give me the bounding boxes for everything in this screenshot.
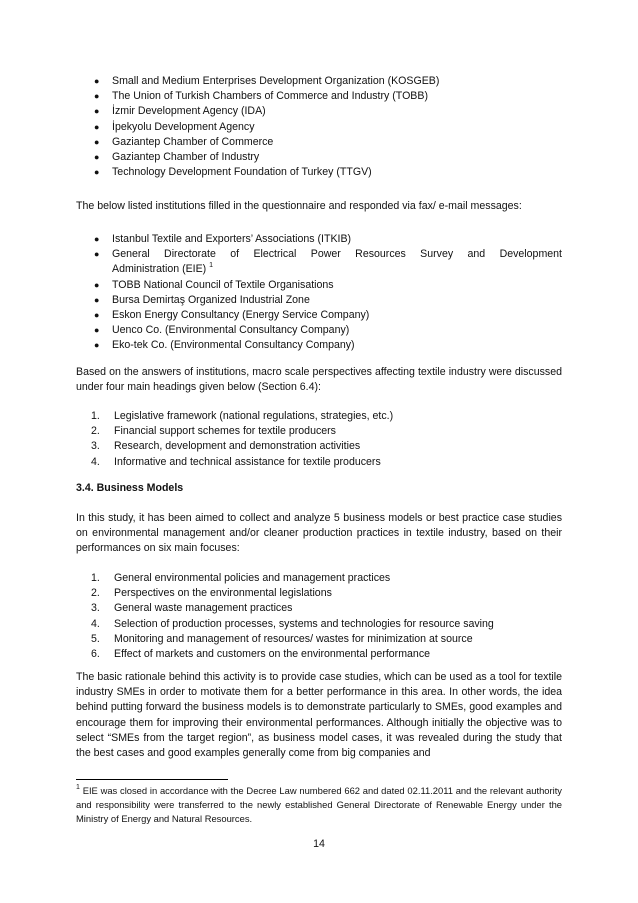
list-item: ● Gaziantep Chamber of Industry	[76, 150, 562, 165]
paragraph-institutions: The below listed institutions filled in the questionnaire and responded via fax/ e-mail messages:	[76, 200, 522, 212]
list-item: 4. Informative and technical assistance for textile producers	[91, 455, 381, 468]
bullet-icon: ●	[94, 106, 100, 117]
bullet-icon: ●	[94, 340, 100, 351]
bullet-icon: ●	[94, 249, 100, 260]
support-institutions-list	[76, 74, 562, 180]
paragraph-macro-perspectives: Based on the answers of institutions, macro scale perspectives affecting textile industry were discussed under four main headings given below (Section 6.4):	[76, 366, 562, 394]
footnote-marker: 1	[76, 784, 80, 791]
bullet-icon: ●	[94, 136, 100, 147]
list-item: ● Eskon Energy Consultancy (Energy Service Company)	[76, 308, 562, 323]
headings-list	[76, 409, 562, 470]
list-item: 1. Legislative framework (national regulations, strategies, etc.)	[91, 410, 394, 422]
list-item: 5. Monitoring and management of resources/ wastes for minimization at source	[91, 632, 473, 645]
list-item: ● Uenco Co. (Environmental Consultancy Company)	[76, 323, 562, 338]
list-item: 2. Financial support schemes for textile producers	[91, 425, 336, 438]
list-item: 1. General environmental policies and management practices	[91, 572, 391, 584]
bullet-icon: ●	[94, 91, 100, 102]
list-item: ● Small and Medium Enterprises Development Organization (KOSGEB)	[76, 74, 562, 89]
bullet-icon: ●	[94, 279, 100, 290]
list-item: ● Eko-tek Co. (Environmental Consultancy Company)	[76, 338, 562, 353]
list-item: ● The Union of Turkish Chambers of Commerce and Industry (TOBB)	[76, 89, 562, 104]
list-item: 3. Research, development and demonstration activities	[91, 440, 361, 453]
list-item: ● General Directorate of Electrical Power Resources Survey and Development Administration (EIE) $^1$	[94, 248, 562, 276]
list-item: 4. Selection of production processes, systems and technologies for resource saving	[91, 617, 494, 630]
list-item: ● Gaziantep Chamber of Commerce	[76, 135, 562, 150]
list-item: ● Istanbul Textile and Exporters’ Associations (ITKIB)	[76, 232, 562, 247]
footnote: $^1$ EIE was closed in accordance with the Decree Law numbered 662 and dated 02.11.2011 and the relevant authority and responsibility were transferred to the newly established General Directorate of Renewable Energy under the Ministry of Energy and Natural Resources.	[76, 784, 562, 824]
bullet-icon: ●	[94, 310, 100, 321]
footnote-ref[interactable]: 1	[209, 262, 214, 270]
paragraph-rationale: The basic rationale behind this activity is to provide case studies, which can be used as a tool for textile industry SMEs in order to motivate them for a better performance in this area. In other words, the idea behind putting forward the business models is to demonstrate particularly to SMEs, good examples and encourage them for improving their environmental performances. Although initially the objective was to select “SMEs from the target region”, as business model cases, it was revealed during the study that the best cases and good examples generally come from big companies and	[76, 671, 562, 760]
footnote-divider	[76, 779, 228, 780]
section-heading: 3.4. Business Models	[76, 482, 184, 494]
list-item: ● İpekyolu Development Agency	[76, 120, 562, 135]
bullet-icon: ●	[94, 152, 100, 163]
list-item: 6. Effect of markets and customers on the environmental performance	[91, 648, 431, 661]
page-number: 14	[313, 838, 325, 850]
list-item: ● Bursa Demirtaş Organized Industrial Zone	[76, 293, 562, 308]
focus-areas-list	[76, 571, 562, 662]
list-item: ● TOBB National Council of Textile Organisations	[76, 278, 562, 293]
bullet-icon: ●	[94, 167, 100, 178]
list-item: ● Technology Development Foundation of Turkey (TTGV)	[76, 165, 562, 180]
paragraph-study-aim: In this study, it has been aimed to collect and analyze 5 business models or best practice case studies on environmental management and/or cleaner production practices in textile industry, based on their performances on six main focuses:	[76, 512, 562, 555]
list-item: 3. General waste management practices	[91, 602, 293, 615]
bullet-icon: ●	[94, 234, 100, 244]
bullet-icon: ●	[94, 121, 100, 132]
bullet-icon: ●	[94, 325, 100, 336]
bullet-icon: ●	[94, 294, 100, 305]
responding-institutions-list	[76, 232, 562, 354]
bullet-icon: ●	[94, 76, 100, 86]
list-item: 2. Perspectives on the environmental legislations	[91, 587, 332, 600]
list-item: ● İzmir Development Agency (IDA)	[76, 104, 562, 119]
